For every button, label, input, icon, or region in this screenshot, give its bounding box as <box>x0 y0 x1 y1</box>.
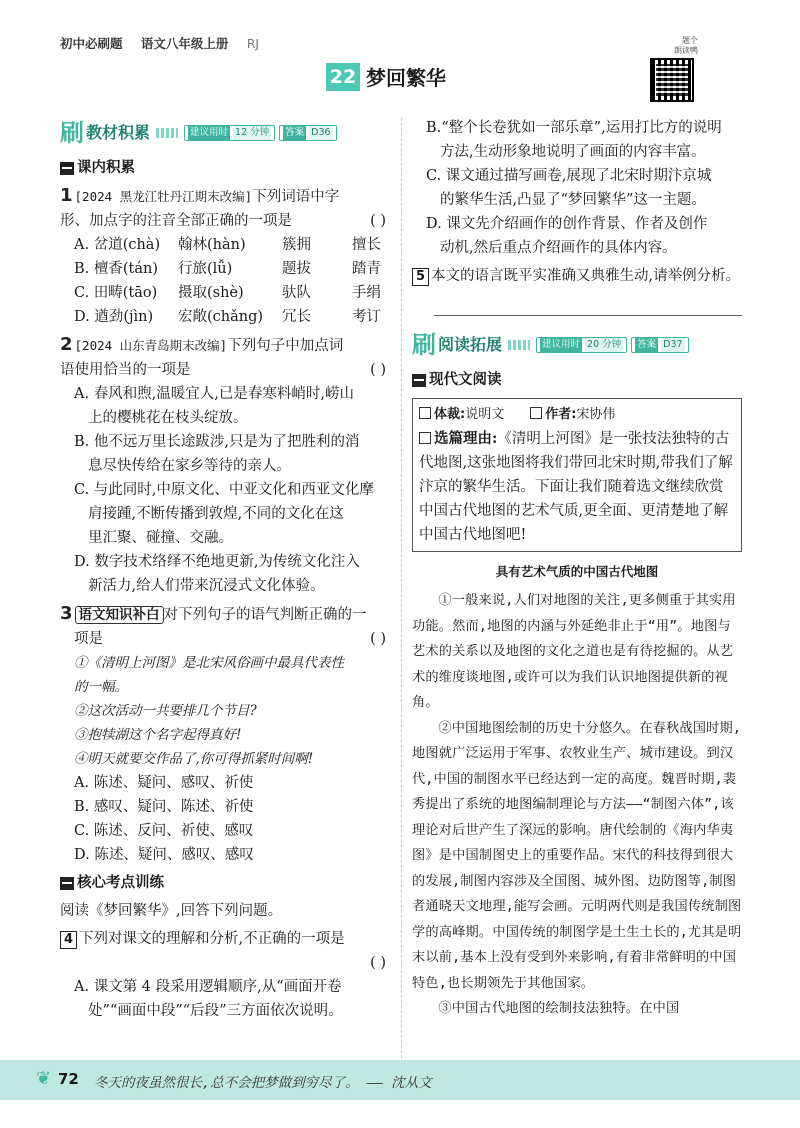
section-mark-icon <box>60 877 74 890</box>
banner-stripes <box>156 128 178 138</box>
option-cell: 手绢 <box>352 285 381 301</box>
time-label: 建议用时 <box>190 127 229 138</box>
article-title: 具有艺术气质的中国古代地图 <box>495 564 659 579</box>
chapter-heading <box>326 62 446 91</box>
article-paragraph: ③中国古代地图的绘制技法独特。在中国 <box>438 1001 680 1016</box>
answer-value: D37 <box>663 339 683 350</box>
option-line[interactable]: C. 陈述、反问、祈使、感叹 <box>74 823 254 839</box>
leaf-icon: ❦ <box>36 1068 52 1089</box>
answer-paren[interactable]: ( ) <box>370 213 386 229</box>
example-sentence: ③抱犊湖这个名字起得真好! <box>74 727 242 743</box>
option-cell: 驮队 <box>282 285 311 301</box>
option-line[interactable]: B.“整个长卷犹如一部乐章”,运用打比方的说明 <box>426 120 722 136</box>
book-name: 语文八年级上册 <box>140 36 229 51</box>
reading-intro: 阅读《梦回繁华》,回答下列问题。 <box>60 903 283 919</box>
article-paragraph: ②中国地图绘制的历史十分悠久。在春秋战国时期,地图就广泛运用于军事、农牧业生产、城市建设。到汉代,中国的制图水平已经达到一定的高度。魏晋时期,裴秀提出了系统的地图编制理论与方法——“制图六体”,该理论对后世产生了深远的影响。唐代绘制的《海内华夷图》是中国制图史上的重要作品。宋代的科技得到很大的发展,制图内容涉及全国图、城外图、边防图等,制图者通晓天文地理,能写会画。元明两代则是我国传统制图学的高峰期。中国传统的制图学是土生土长的,尤其是明末以前,基本上没有受到外来影响,有着非常鲜明的中国特色,也长期领先于其他国家。 <box>412 720 742 991</box>
option-cell: 踏青 <box>352 261 381 277</box>
section-mark-icon <box>412 374 426 387</box>
question-5: 5 本文的语言既平实准确又典雅生动,请举例分析。 <box>412 264 742 316</box>
answer-tag <box>631 337 688 353</box>
option-cell: D. 遒劲(jìn) <box>74 309 154 325</box>
question-number: 2 <box>60 334 73 355</box>
time-label: 建议用时 <box>542 339 581 350</box>
qr-code-block[interactable] <box>650 36 698 110</box>
answer-label: 答案 <box>637 339 657 350</box>
question-source: [2024 山东青岛期末改编] <box>74 338 228 353</box>
time-tag <box>184 125 275 141</box>
qr-label-1: 题个 <box>682 36 698 45</box>
option-line[interactable]: C. 与此同时,中原文化、中亚文化和西亚文化摩 <box>74 482 374 498</box>
option-line[interactable]: B. 感叹、疑问、陈述、祈使 <box>74 799 254 815</box>
section-banner-textbook <box>60 118 390 148</box>
author-icon <box>530 407 542 419</box>
question-number: 4 <box>60 931 77 949</box>
option-row[interactable] <box>60 257 390 281</box>
shua-logo: 刷 <box>60 119 84 147</box>
question-3: 3 语文知识补白 对下列句子的语气判断正确的一 项是 ( ) ①《清明上河图》是北宋风俗画中最具代表性 的一幅。 ②这次活动一共要排几个节目? ③抱犊湖这个名字起得真好! ④明天就要交作品了,你可得抓紧时间啊! A. 陈述、疑问、感叹、祈使 B. 感叹、疑问、陈述、祈使 C. 陈述、反问、祈使、感叹 D. 陈述、疑问、感叹、感叹 <box>60 602 390 867</box>
option-cell: C. 田畴(tāo) <box>74 285 158 301</box>
shua-logo: 刷 <box>412 331 436 359</box>
time-tag <box>536 337 627 353</box>
answer-paren[interactable]: ( ) <box>370 362 386 378</box>
page-number: 72 <box>58 1070 79 1088</box>
knowledge-tag: 语文知识补白 <box>75 606 164 624</box>
question-4: 4 下列对课文的理解和分析,不正确的一项是 ( ) A. 课文第 4 段采用逻辑顺序,从“画面开卷 处”“画面中段”“后段”三方面依次说明。 <box>60 927 390 1023</box>
article-paragraph: ①一般来说,人们对地图的关注,更多侧重于其实用功能。然而,地图的内涵与外延绝非止于“用”。地图与艺术的关系以及地图的文化之道也是有待挖掘的。从艺术的维度谈地图,或许可以为我们认识地图提供新的视角。 <box>412 593 736 710</box>
running-header <box>60 34 273 52</box>
section-banner-reading <box>412 330 742 360</box>
banner-stripes <box>508 340 530 350</box>
chapter-title: 梦回繁华 <box>366 66 446 90</box>
option-row[interactable] <box>60 305 390 329</box>
reason-icon <box>419 432 431 444</box>
option-line[interactable]: C. 课文通过描写画卷,展现了北宋时期汴京城 <box>426 168 712 184</box>
footer-quote: 冬天的夜虽然很长,总不会把梦做到穷尽了。 —— 沈从文 <box>94 1075 432 1091</box>
section-heading-1: 课内积累 <box>60 156 390 180</box>
example-sentence: ②这次活动一共要排几个节目? <box>74 703 257 719</box>
section-heading-2: 核心考点训练 <box>60 871 390 895</box>
answer-tag <box>279 125 336 141</box>
question-number: 5 <box>412 268 429 286</box>
genre-icon <box>419 407 431 419</box>
option-line[interactable]: D. 数字技术络绎不绝地更新,为传统文化注入 <box>74 554 360 570</box>
right-column <box>412 116 742 1022</box>
time-value: 20 分钟 <box>587 339 622 350</box>
left-column <box>60 118 390 1023</box>
answer-paren[interactable]: ( ) <box>370 955 386 971</box>
option-cell: A. 岔道(chà) <box>74 237 161 253</box>
qr-code-icon[interactable] <box>650 58 694 102</box>
example-sentence: 的一幅。 <box>74 679 128 695</box>
option-line[interactable]: D. 课文先介绍画作的创作背景、作者及创作 <box>426 216 708 232</box>
author-row: 作者:宋协伟 <box>530 403 615 427</box>
question-number: 1 <box>60 185 73 206</box>
option-cell: B. 檀香(tán) <box>74 261 158 277</box>
edition-label: RJ <box>246 36 260 51</box>
option-cell: 考订 <box>352 309 381 325</box>
question-number: 3 <box>60 603 73 624</box>
question-source: [2024 黑龙江牡丹江期末改编] <box>74 189 253 204</box>
option-line: 的繁华生活,凸显了“梦回繁华”这一主题。 <box>440 192 706 208</box>
option-cell: 摄取(shè) <box>178 285 244 301</box>
page-footer <box>0 1060 800 1100</box>
option-line[interactable]: A. 陈述、疑问、感叹、祈使 <box>74 775 254 791</box>
question-1: 1 [2024 黑龙江牡丹江期末改编]下列词语中字 形、加点字的注音全部正确的一项是 ( ) A. 岔道(chà) 翰林(hàn) 簇拥 擅长 B. 檀香(tán) 行旅(lǚ) 题拔 踏青 C. 田畴(tāo) 摄取(shè) 驮队 手绢 D. 遒劲(jìn) 宏敞(chǎng) 冗长 考订 <box>60 184 390 329</box>
section-mark-icon <box>60 162 74 175</box>
option-line[interactable]: A. 春风和煦,温暖宜人,已是春寒料峭时,崂山 <box>74 386 355 402</box>
section-heading-3: 现代文阅读 <box>412 368 742 392</box>
option-line: 里汇聚、碰撞、交融。 <box>88 530 233 546</box>
option-row[interactable] <box>60 281 390 305</box>
selection-reason: 选篇理由:《清明上河图》是一张技法独特的古代地图,这张地图将我们带回北宋时期,带我们了解汴京的繁华生活。下面让我们随着选文继续欣赏中国古代地图的艺术气质,更全面、更清楚地了解中国古代地图吧! <box>419 430 733 543</box>
chapter-number: 22 <box>326 63 360 91</box>
option-cell: 题拔 <box>282 261 311 277</box>
option-line[interactable]: A. 课文第 4 段采用逻辑顺序,从“画面开卷 <box>74 979 342 995</box>
option-line[interactable]: B. 他不远万里长途跋涉,只是为了把胜利的消 <box>74 434 360 450</box>
time-value: 12 分钟 <box>235 127 270 138</box>
option-line[interactable]: D. 陈述、疑问、感叹、感叹 <box>74 847 254 863</box>
option-line: 方法,生动形象地说明了画面的内容丰富。 <box>440 144 706 160</box>
genre-row: 体裁:说明文 <box>419 403 504 427</box>
series-name: 初中必刷题 <box>60 36 123 51</box>
article-info-box <box>412 398 742 552</box>
option-row[interactable] <box>60 233 390 257</box>
qr-label-2: 朗读鸭 <box>674 46 698 55</box>
question-2: 2 [2024 山东青岛期末改编]下列句子中加点词 语使用恰当的一项是 ( ) A. 春风和煦,温暖宜人,已是春寒料峭时,崂山 上的樱桃花在枝头绽放。 B. 他不远万里长途跋涉,只是为了把胜利的消 息尽快传给在家乡等待的亲人。 C. 与此同时,中原文化、中亚文化和西亚文化摩 肩接踵,不断传播到敦煌,不同的文化在这 里汇聚、碰撞、交融。 D. 数字技术络绎不绝地更新,为传统文化注入 新活力,给人们带来沉浸式文化体验。 <box>60 333 390 598</box>
example-sentence: ①《清明上河图》是北宋风俗画中最具代表性 <box>74 655 344 671</box>
answer-line[interactable] <box>434 288 742 316</box>
banner-title: 教材积累 <box>86 123 151 142</box>
option-cell: 行旅(lǚ) <box>178 261 233 277</box>
option-line: 处”“画面中段”“后段”三方面依次说明。 <box>88 1003 343 1019</box>
option-line: 上的樱桃花在枝头绽放。 <box>88 410 248 426</box>
banner-title: 阅读拓展 <box>438 335 503 354</box>
answer-paren[interactable]: ( ) <box>370 631 386 647</box>
option-cell: 翰林(hàn) <box>178 237 246 253</box>
option-line: 新活力,给人们带来沉浸式文化体验。 <box>88 578 325 594</box>
option-cell: 擅长 <box>352 237 381 253</box>
answer-label: 答案 <box>285 127 305 138</box>
option-cell: 簇拥 <box>282 237 311 253</box>
option-line: 肩接踵,不断传播到敦煌,不同的文化在这 <box>88 506 344 522</box>
option-line: 息尽快传给在家乡等待的亲人。 <box>88 458 291 474</box>
option-line: 动机,然后重点介绍画作的具体内容。 <box>440 240 677 256</box>
answer-value: D36 <box>311 127 331 138</box>
option-cell: 宏敞(chǎng) <box>178 309 264 325</box>
example-sentence: ④明天就要交作品了,你可得抓紧时间啊! <box>74 751 314 767</box>
option-cell: 冗长 <box>282 309 311 325</box>
